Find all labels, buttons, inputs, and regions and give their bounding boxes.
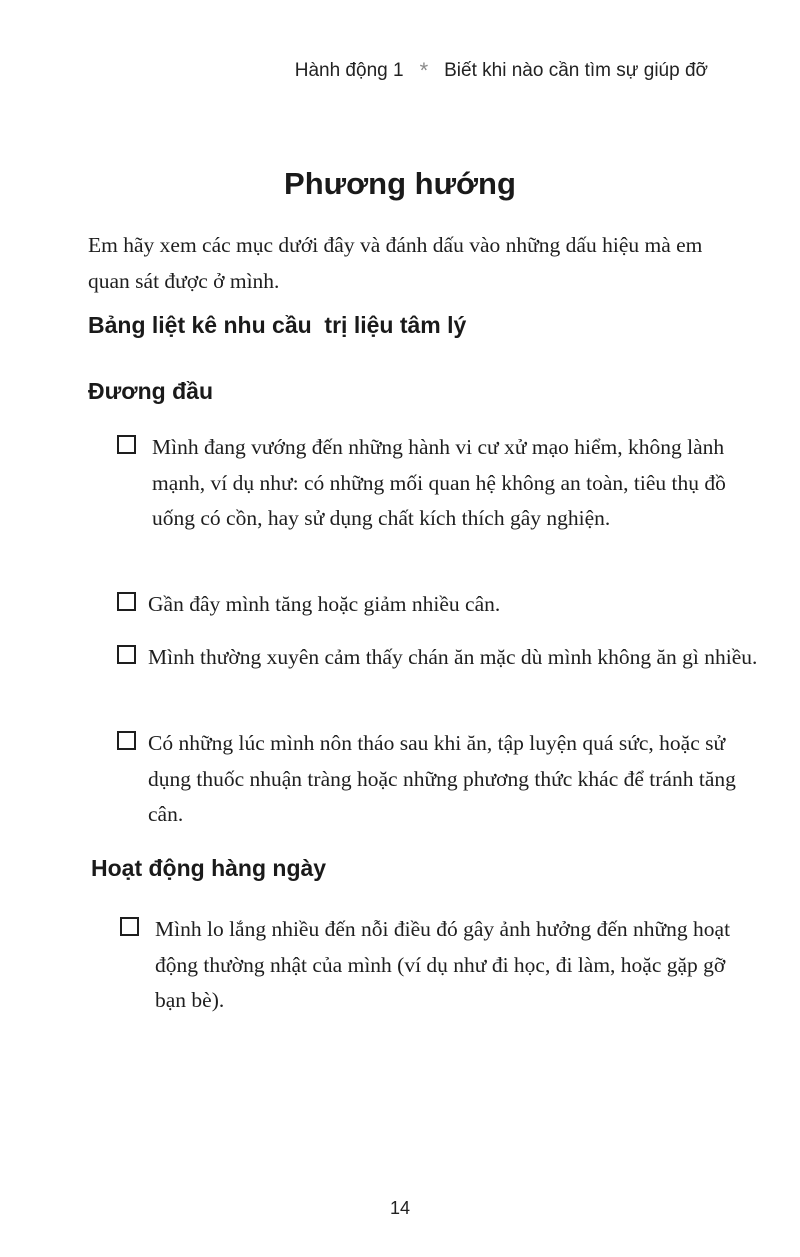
checklist-item-text: Mình đang vướng đến những hành vi cư xử mạo hiểm, không lành mạnh, ví dụ như: có những mối quan hệ không an toàn, tiêu thụ đồ uống có cồn, hay sử dụng chất kích thích gây nghiện. xyxy=(152,435,726,530)
checklist-item-text: Gần đây mình tăng hoặc giảm nhiều cân. xyxy=(148,592,501,616)
running-header xyxy=(295,60,708,82)
checklist-item-text: Mình lo lắng nhiều đến nỗi điều đó gây ảnh hưởng đến những hoạt động thường nhật của mình (ví dụ như đi học, đi làm, hoặc gặp gỡ bạn bè). xyxy=(155,917,731,1012)
checklist-title: Bảng liệt kê nhu cầu trị liệu tâm lý xyxy=(88,312,467,338)
checkbox[interactable] xyxy=(120,917,139,936)
checklist-item-text: Mình thường xuyên cảm thấy chán ăn mặc dù mình không ăn gì nhiều. xyxy=(148,645,758,669)
checkbox[interactable] xyxy=(117,592,136,611)
chapter-label: Hành động 1 xyxy=(294,60,404,81)
intro-paragraph: Em hãy xem các mục dưới đây và đánh dấu vào những dấu hiệu mà em quan sát được ở mình. xyxy=(88,233,703,293)
section-label: Biết khi nào cần tìm sự giúp đỡ xyxy=(444,60,708,81)
section-heading-daily-activities: Hoạt động hàng ngày xyxy=(91,855,327,881)
checkbox[interactable] xyxy=(117,731,136,750)
section-heading-coping: Đương đầu xyxy=(88,378,213,404)
page-number: 14 xyxy=(389,1198,411,1218)
checkbox[interactable] xyxy=(117,435,136,454)
checklist-item-text: Có những lúc mình nôn tháo sau khi ăn, tập luyện quá sức, hoặc sử dụng thuốc nhuận tràng hoặc những phương thức khác để tránh tăng cân. xyxy=(148,731,736,826)
page-title: Phương hướng xyxy=(284,166,516,201)
asterisk-separator-icon: * xyxy=(419,58,429,83)
checkbox[interactable] xyxy=(117,645,136,664)
